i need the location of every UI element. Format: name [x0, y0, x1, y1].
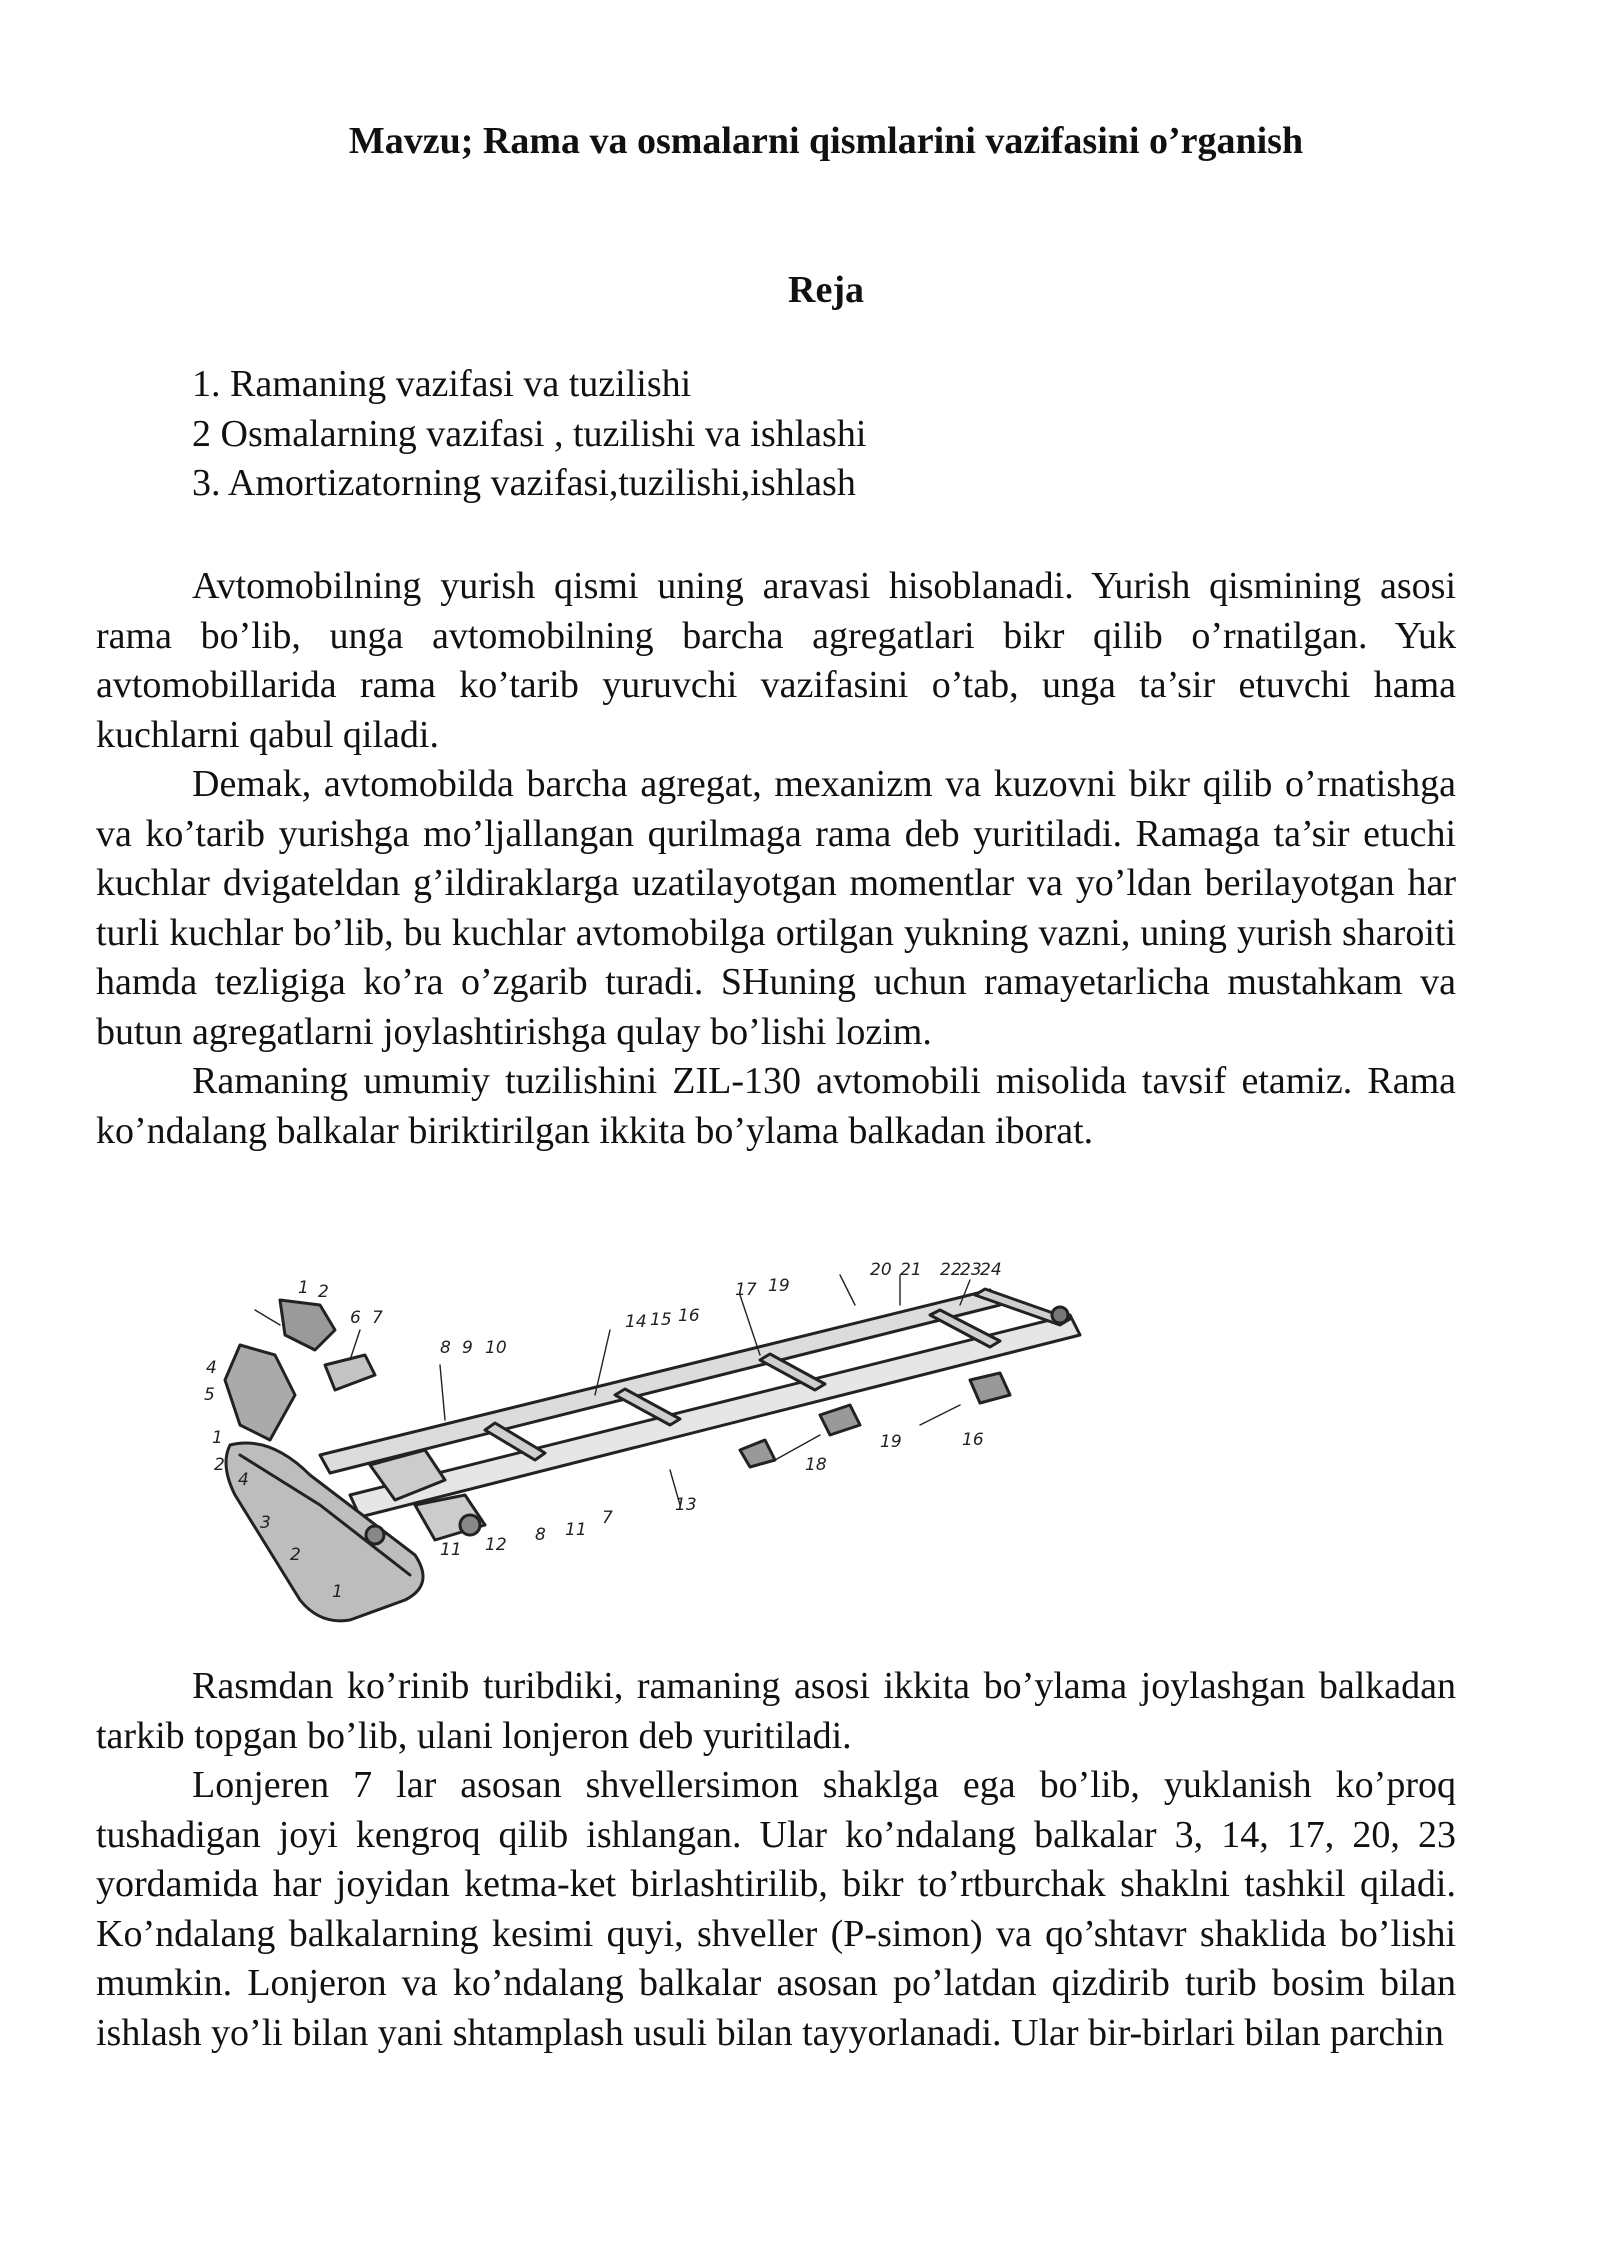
figure-label: 7 [602, 1508, 613, 1528]
figure-label: 15 [650, 1310, 672, 1330]
plan-item: 3. Amortizatorning vazifasi,tuzilishi,ishlash [192, 462, 856, 504]
frame-diagram [200, 1255, 1140, 1655]
figure-label: 18 [805, 1455, 827, 1475]
figure-label: 7 [372, 1308, 383, 1328]
paragraph: Ramaning umumiy tuzilishini ZIL-130 avtomobili misolida tavsif etamiz. Rama ko’ndalang balkalar biriktirilgan ikkita bo’ylama balkadan iborat. [96, 1060, 1456, 1152]
figure-label: 1 [298, 1278, 309, 1298]
figure-label: 23 [960, 1260, 982, 1280]
figure-label: 16 [678, 1306, 700, 1326]
figure-label: 13 [675, 1495, 697, 1515]
figure-label: 2 [290, 1545, 301, 1565]
figure-label: 10 [485, 1338, 507, 1358]
figure-label: 16 [962, 1430, 984, 1450]
paragraph: Demak, avtomobilda barcha agregat, mexanizm va kuzovni bikr qilib o’rnatishga va ko’tarib yurishga mo’ljallangan qurilmaga rama deb yuritiladi. Ramaga ta’sir etuchi kuchlar dvigateldan g’ildiraklarga uzatilayotgan momentlar va yo’ldan berilayotgan har turli kuchlar bo’lib, bu kuchlar avtomobilga ortilgan yukning vazni, uning yurish sharoiti hamda tezligiga ko’ra o’zgarib turadi. SHuning uchun ramayetarlicha mustahkam va butun agregatlarni joylashtirishga qulay bo’lishi lozim. [96, 763, 1456, 1053]
figure-label: 2 [318, 1282, 329, 1302]
plan-heading: Reja [788, 269, 864, 311]
figure-label: 1 [212, 1428, 223, 1448]
frame-figure [200, 1255, 1140, 1655]
figure-label: 4 [238, 1470, 249, 1490]
document-title: Mavzu; Rama va osmalarni qismlarini vazifasini o’rganish [348, 120, 1304, 162]
radiator-part [225, 1345, 295, 1440]
figure-label: 19 [768, 1276, 790, 1296]
figure-label: 22 [940, 1260, 962, 1280]
paragraph: Avtomobilning yurish qismi uning aravasi hisoblanadi. Yurish qismining asosi rama bo’lib, unga avtomobilning barcha agregatlari bikr qilib o’rnatilgan. Yuk avtomobillarida rama ko’tarib yuruvchi vazifasini o’tab, unga ta’sir etuvchi hama kuchlarni qabul qiladi. [96, 565, 1456, 756]
figure-label: 11 [565, 1520, 587, 1540]
figure-label: 21 [900, 1260, 922, 1280]
radiator-part [280, 1300, 335, 1350]
figure-label: 8 [535, 1525, 546, 1545]
figure-label: 9 [462, 1338, 473, 1358]
figure-label: 1 [332, 1582, 343, 1602]
plan-item: 1. Ramaning vazifasi va tuzilishi [192, 363, 692, 405]
figure-label: 4 [206, 1358, 217, 1378]
paragraph: Rasmdan ko’rinib turibdiki, ramaning asosi ikkita bo’ylama joylashgan balkadan tarkib topgan bo’lib, ulani lonjeron deb yuritiladi. [96, 1665, 1456, 1757]
figure-label: 24 [980, 1260, 1002, 1280]
text-block-after-figure [96, 1662, 1456, 2058]
text-block-before-figure [96, 562, 1456, 1156]
figure-label: 12 [485, 1535, 507, 1555]
figure-label: 3 [260, 1513, 271, 1533]
figure-label: 2 [214, 1455, 225, 1475]
figure-label: 6 [350, 1308, 361, 1328]
paragraph: Lonjeren 7 lar asosan shvellersimon shaklga ega bo’lib, yuklanish ko’proq tushadigan joyi kengroq qilib ishlangan. Ular ko’ndalang balkalar 3, 14, 17, 20, 23 yordamida har joyidan ketma-ket birlashtirilib, bikr to’rtburchak shaklni tashkil qiladi. Ko’ndalang balkalarning kesimi quyi, shveller (P-simon) va qo’shtavr shaklida bo’lishi mumkin. Lonjeron va ko’ndalang balkalar asosan po’latdan qizdirib turib bosim bilan ishlash yo’li bilan yani shtamplash usuli bilan tayyorlanadi. Ular bir-birlari bilan parchin [96, 1764, 1456, 2054]
figure-label: 14 [625, 1312, 647, 1332]
figure-label: 8 [440, 1338, 451, 1358]
figure-label: 20 [870, 1260, 892, 1280]
plan-list [192, 360, 866, 509]
figure-label: 19 [880, 1432, 902, 1452]
figure-label: 5 [204, 1385, 215, 1405]
figure-label: 17 [735, 1280, 757, 1300]
plan-item: 2 Osmalarning vazifasi , tuzilishi va ishlashi [192, 412, 867, 455]
figure-label: 11 [440, 1540, 462, 1560]
frame-rail-front [350, 1315, 1080, 1517]
